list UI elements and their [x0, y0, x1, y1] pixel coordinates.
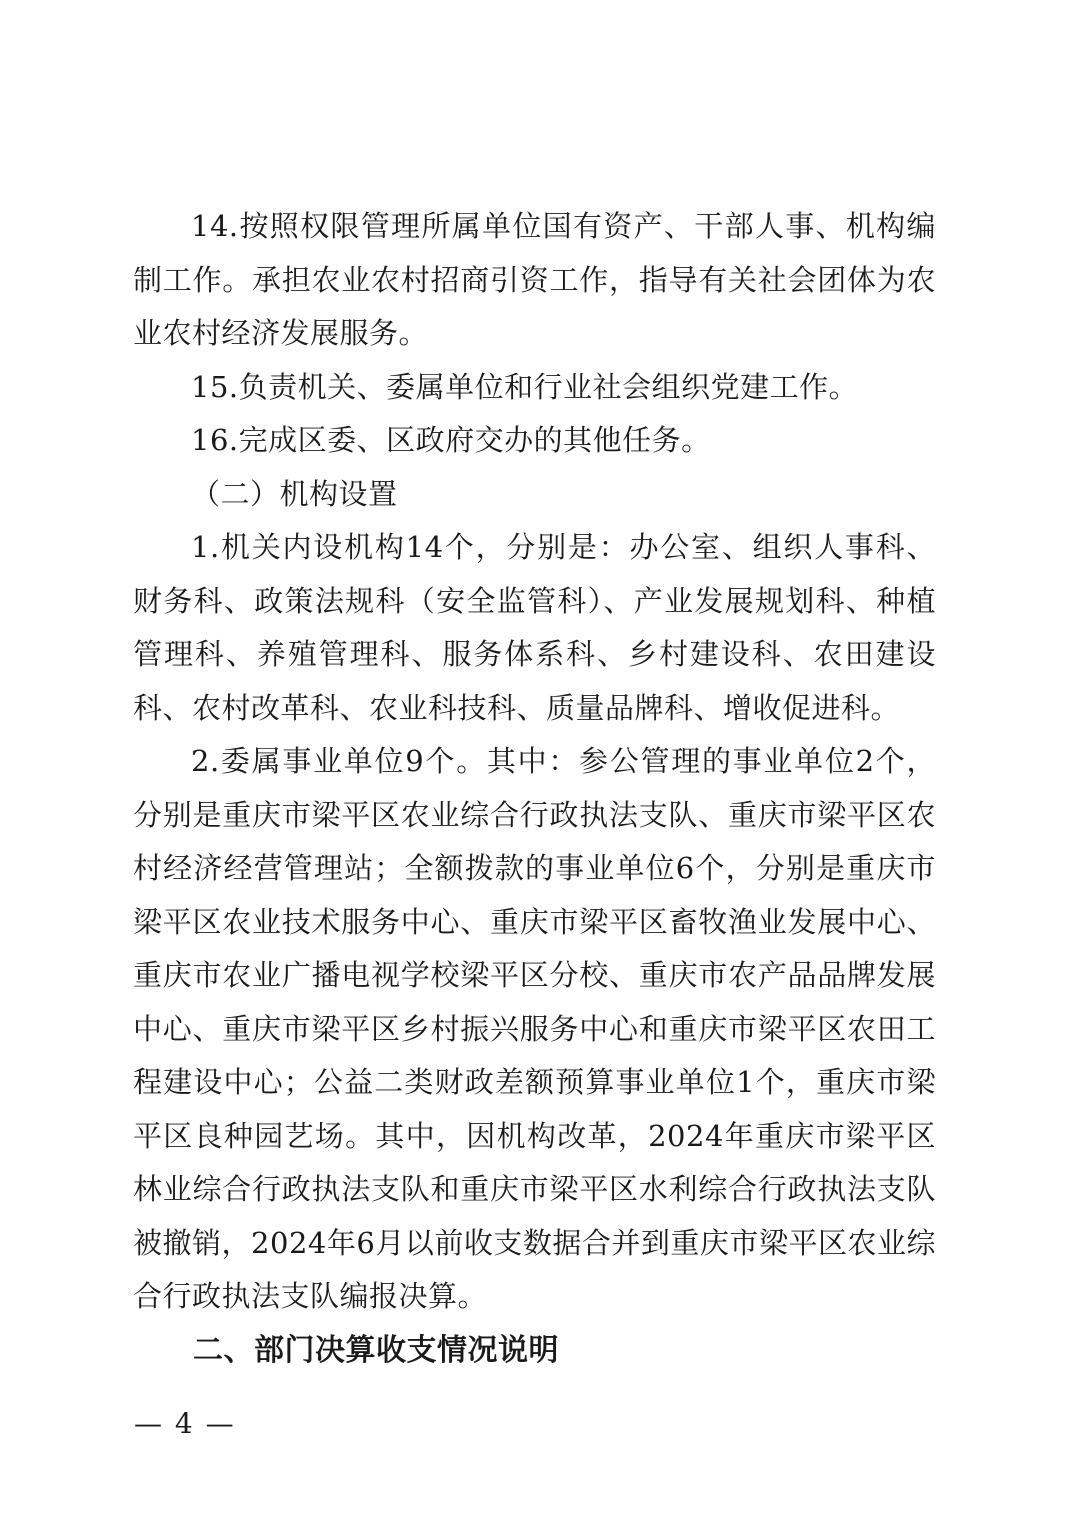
subheading-organization-setup: （二）机构设置 — [191, 476, 398, 511]
paragraph-subordinate-units: 2.委属事业单位9个。其中：参公管理的事业单位2个，分别是重庆市梁平区农业综合行政执法支队、重庆市梁平区农村经济经营管理站；全额拨款的事业单位6个，分别是重庆市梁平区农业技术服务中心、重庆市梁平区畜牧渔业发展中心、重庆市农业广播电视学校梁平区分校、重庆市农产品品牌发展中心、重庆市梁平区乡村振兴服务中心和重庆市梁平区农田工程建设中心；公益二类财政差额预算事业单位1个，重庆市梁平区良种园艺场。其中，因机构改革，2024年重庆市梁平区林业综合行政执法支队和重庆市梁平区水利综合行政执法支队被撤销，2024年6月以前收支数据合并到重庆市梁平区农业综合行政执法支队编报决算。 — [133, 744, 936, 1313]
page-number: — 4 — — [134, 1407, 236, 1440]
paragraph-duty-15: 15.负责机关、委属单位和行业社会组织党建工作。 — [191, 369, 859, 404]
document-body — [133, 200, 936, 1377]
paragraph-duty-14: 14.按照权限管理所属单位国有资产、干部人事、机构编制工作。承担农业农村招商引资工作，指导有关社会团体为农业农村经济发展服务。 — [133, 209, 936, 350]
paragraph-duty-16: 16.完成区委、区政府交办的其他任务。 — [191, 423, 711, 457]
paragraph-internal-organs: 1.机关内设机构14个，分别是：办公室、组织人事科、财务科、政策法规科（安全监管科）、产业发展规划科、种植管理科、养殖管理科、服务体系科、乡村建设科、农田建设科、农村改革科、农业科技科、质量品牌科、增收促进科。 — [133, 530, 936, 725]
section-heading-final-accounts: 二、部门决算收支情况说明 — [193, 1332, 559, 1368]
